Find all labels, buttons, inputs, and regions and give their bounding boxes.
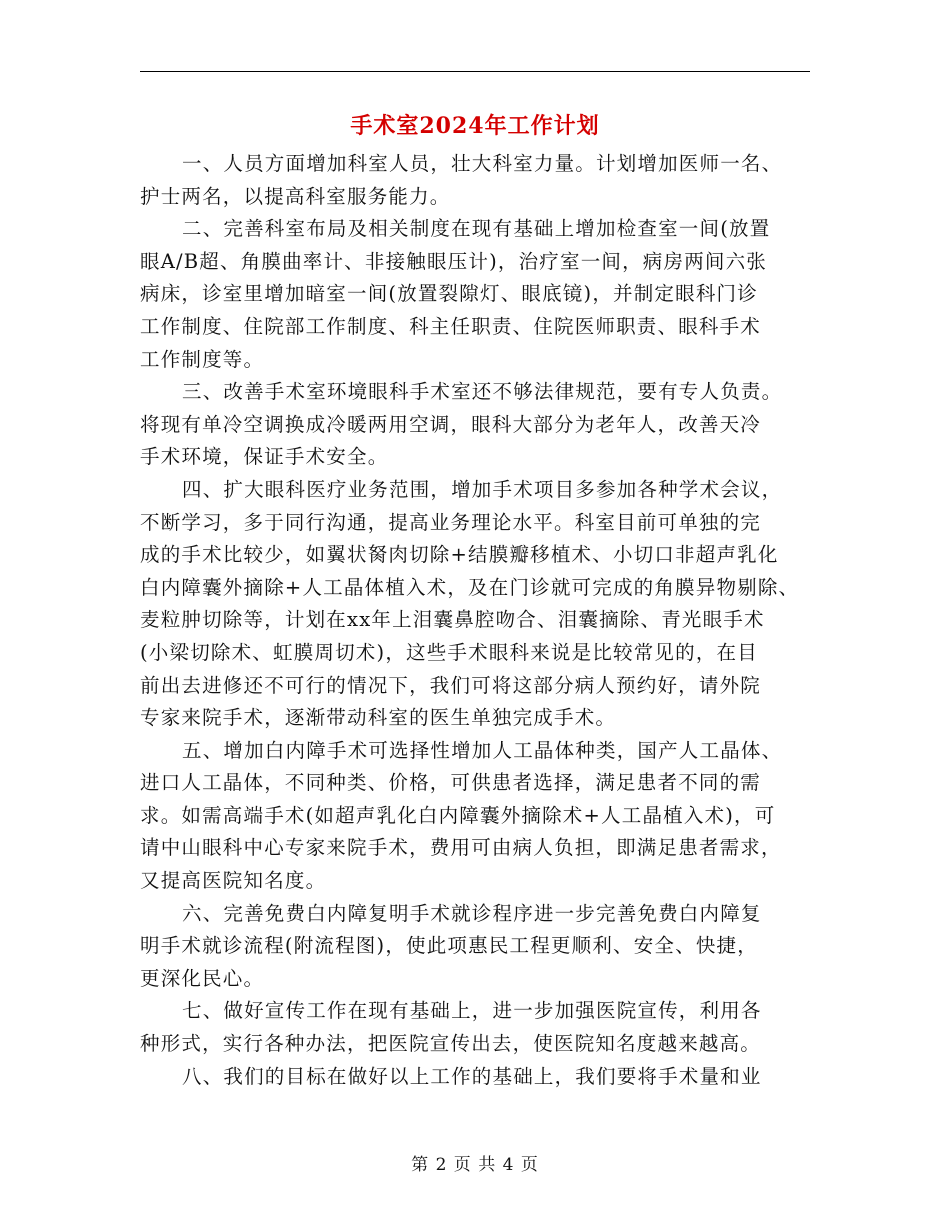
paragraph-line: 护士两名，以提高科室服务能力。 (140, 184, 451, 208)
page-number-footer: 第 2 页 共 4 页 (411, 1155, 539, 1175)
paragraph-8 (140, 1061, 812, 1094)
paragraph-line: 麦粒肿切除等，计划在xx年上泪囊鼻腔吻合、泪囊摘除、青光眼手术 (140, 608, 765, 632)
paragraph-line: 五、增加白内障手术可选择性增加人工晶体种类，国产人工晶体、 (182, 738, 783, 762)
paragraph-line: (小梁切除术、虹膜周切术)，这些手术眼科来说是比较常见的，在目 (140, 640, 758, 664)
paragraph-line: 三、改善手术室环境眼科手术室还不够法律规范，要有专人负责。 (182, 380, 783, 404)
paragraph-line: 将现有单冷空调换成冷暖两用空调，眼科大部分为老年人，改善天冷 (140, 412, 762, 436)
paragraph-6 (140, 898, 812, 996)
paragraph-line: 眼A/B超、角膜曲率计、非接触眼压计)，治疗室一间，病房两间六张 (140, 249, 767, 273)
paragraph-2 (140, 213, 812, 376)
paragraph-line: 求。如需高端手术(如超声乳化白内障囊外摘除术+人工晶植入术)，可 (140, 803, 776, 827)
paragraph-4 (140, 474, 812, 735)
paragraph-line: 不断学习，多于同行沟通，提高业务理论水平。科室目前可单独的完 (140, 510, 762, 534)
paragraph-line: 手术环境，保证手术安全。 (140, 445, 389, 469)
paragraph-line: 成的手术比较少，如翼状胬肉切除+结膜瓣移植术、小切口非超声乳化 (140, 543, 779, 567)
paragraph-line: 明手术就诊流程(附流程图)，使此项惠民工程更顺利、安全、快捷， (140, 934, 758, 958)
paragraph-7 (140, 995, 812, 1060)
header-rule (140, 71, 810, 72)
paragraph-line: 又提高医院知名度。 (140, 869, 327, 893)
paragraph-line: 工作制度、住院部工作制度、科主任职责、住院医师职责、眼科手术 (140, 314, 762, 338)
paragraph-line: 种形式，实行各种办法，把医院宣传出去，使医院知名度越来越高。 (140, 1032, 762, 1056)
paragraph-line: 六、完善免费白内障复明手术就诊程序进一步完善免费白内障复 (182, 901, 762, 925)
paragraph-line: 二、完善科室布局及相关制度在现有基础上增加检查室一间(放置 (182, 217, 771, 241)
paragraph-line: 白内障囊外摘除+人工晶体植入术，及在门诊就可完成的角膜异物剔除、 (140, 575, 800, 599)
paragraph-line: 工作制度等。 (140, 347, 265, 371)
paragraph-line: 八、我们的目标在做好以上工作的基础上，我们要将手术量和业 (182, 1064, 762, 1088)
paragraph-line: 七、做好宣传工作在现有基础上，进一步加强医院宣传，利用各 (182, 999, 762, 1023)
paragraph-line: 进口人工晶体，不同种类、价格，可供患者选择，满足患者不同的需 (140, 771, 762, 795)
paragraph-line: 四、扩大眼科医疗业务范围，增加手术项目多参加各种学术会议， (182, 477, 783, 501)
paragraph-line: 专家来院手术，逐渐带动科室的医生单独完成手术。 (140, 706, 617, 730)
paragraph-line: 一、人员方面增加科室人员，壮大科室力量。计划增加医师一名、 (182, 152, 783, 175)
paragraph-1 (140, 148, 812, 213)
paragraph-5 (140, 735, 812, 898)
paragraph-line: 病床，诊室里增加暗室一间(放置裂隙灯、眼底镜)，并制定眼科门诊 (140, 282, 758, 306)
document-title: 手术室2024年工作计划 (350, 113, 600, 139)
document-body (140, 148, 812, 1093)
paragraph-line: 前出去进修还不可行的情况下，我们可将这部分病人预约好，请外院 (140, 673, 762, 697)
paragraph-line: 请中山眼科中心专家来院手术，费用可由病人负担，即满足患者需求， (140, 836, 782, 860)
paragraph-3 (140, 376, 812, 474)
paragraph-line: 更深化民心。 (140, 966, 265, 990)
